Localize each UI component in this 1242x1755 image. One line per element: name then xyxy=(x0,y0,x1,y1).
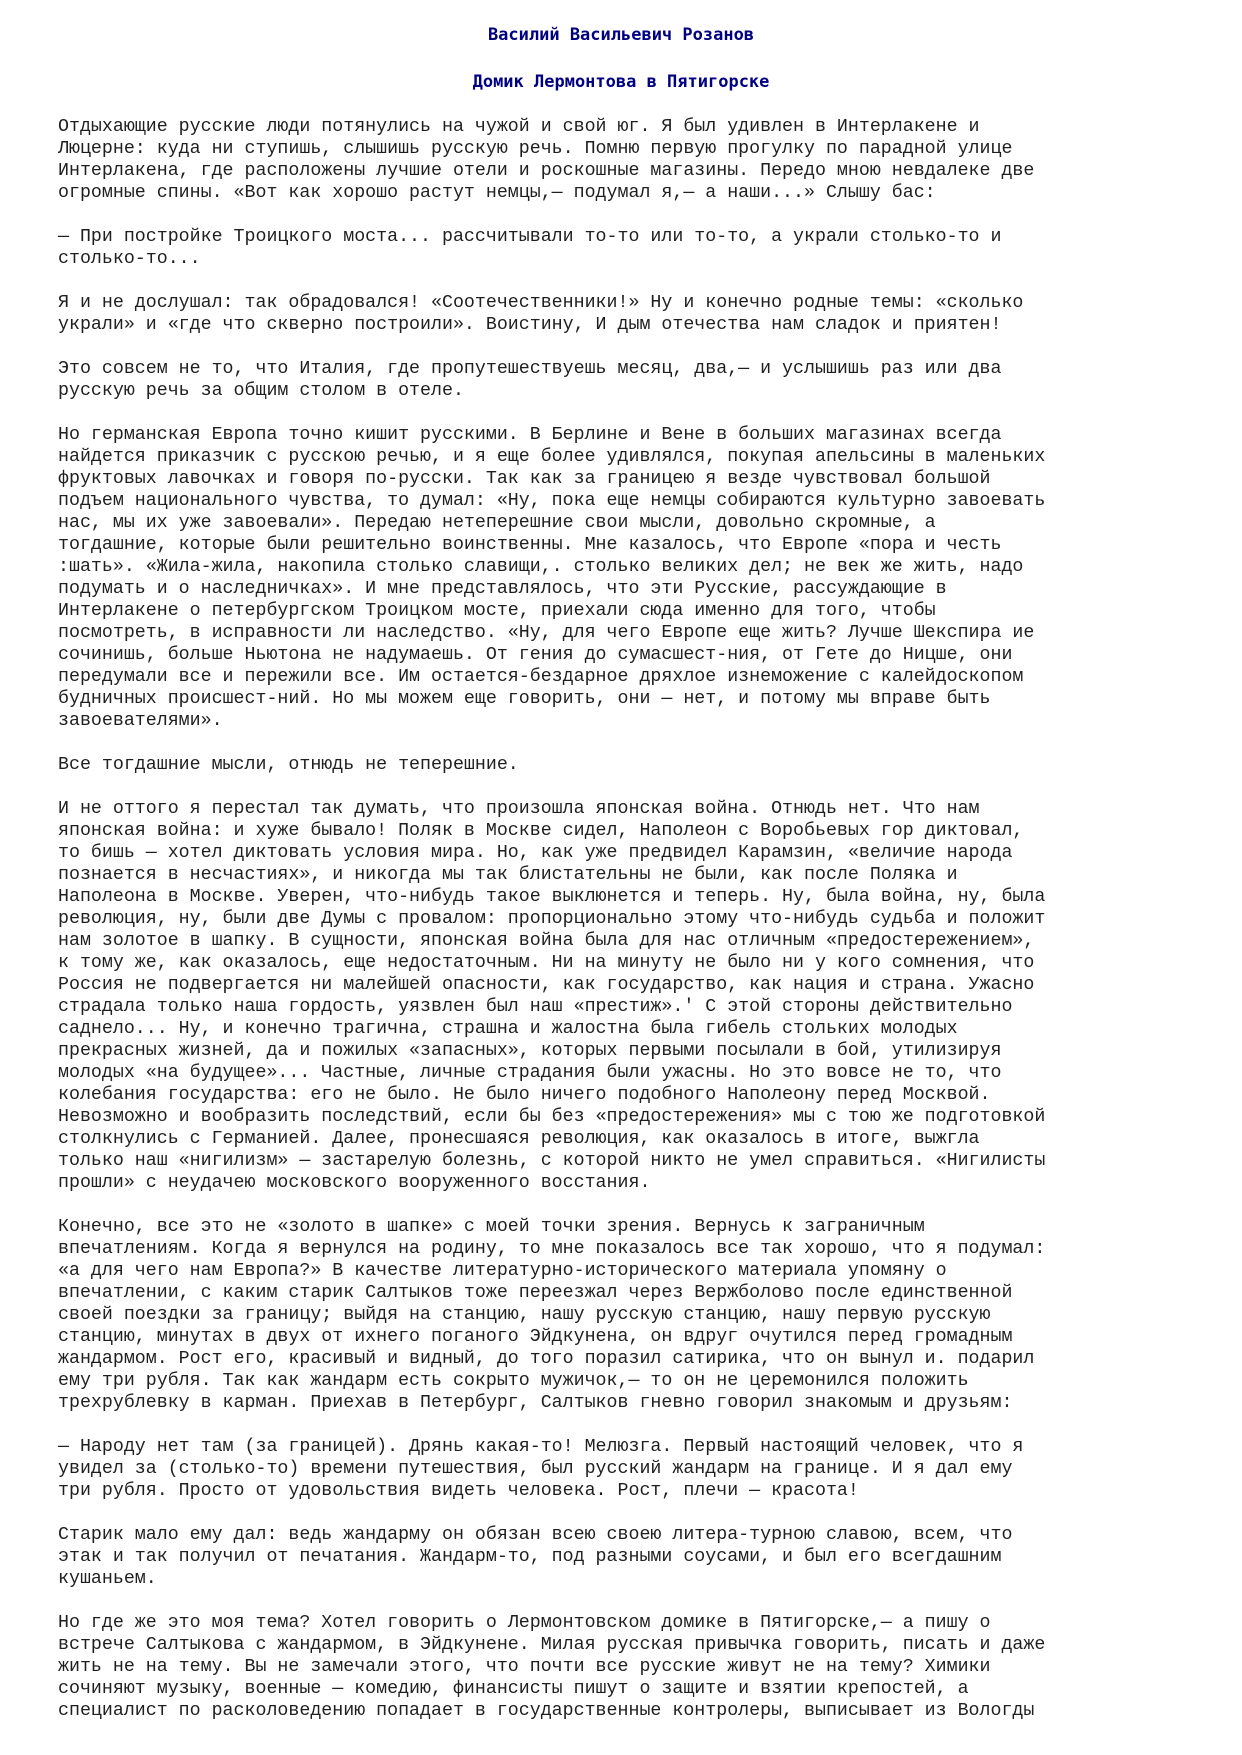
text-line: Все тогдашние мысли, отнюдь не теперешние. xyxy=(58,755,519,775)
text-line: колебания государства: его не было. Не было ничего подобного Наполеону перед Москвой. xyxy=(58,1085,991,1105)
text-line: этак и так получил от печатания. Жандарм-то, под разными соусами, и был его всегдашним xyxy=(58,1547,1002,1567)
text-line: то бишь — хотел диктовать условия мира. Но, как уже предвидел Карамзин, «величие народа xyxy=(58,843,1013,863)
text-line: жандармом. Рост его, красивый и видный, до того поразил сатирика, что он вынул и. подарил xyxy=(58,1349,1035,1369)
paragraph xyxy=(58,424,1188,732)
author-name: Василий Васильевич Розанов xyxy=(487,25,755,45)
text-line: трехрублевку в карман. Приехав в Петербург, Салтыков гневно говорил знакомым и друзьям: xyxy=(58,1393,1013,1413)
text-line: впечатлении, с каким старик Салтыков тоже переезжал через Вержболово после единственной xyxy=(58,1283,1013,1303)
text-line: ему три рубля. Так как жандарм есть сокрыто мужичок,— то он не церемонился положить xyxy=(58,1371,969,1391)
text-line: Я и не дослушал: так обрадовался! «Соотечественники!» Ну и конечно родные темы: «сколько xyxy=(58,293,1024,313)
text-line: Это совсем не то, что Италия, где пропутешествуешь месяц, два,— и услышишь раз или два xyxy=(58,359,1002,379)
paragraph xyxy=(58,1436,1188,1502)
paragraph xyxy=(58,358,1188,402)
text-line: подъем национального чувства, то думал: «Ну, пока еще немцы собираются культурно завоевать xyxy=(58,491,1046,511)
text-line: молодых «на будущее»... Частные, личные страдания были ужасны. Но это вовсе не то, что xyxy=(58,1063,1002,1083)
text-line: жить не на тему. Вы не замечали этого, что почти все русские живут не на тему? Химики xyxy=(58,1657,991,1677)
text-line: найдется приказчик с русскою речью, и я еще более удивлялся, покупая апельсины в маленьких xyxy=(58,447,1046,467)
text-line: сочиняют музыку, военные — комедию, финансисты пишут о защите и взятии крепостей, а xyxy=(58,1679,969,1699)
text-line: три рубля. Просто от удовольствия видеть человека. Рост, плечи — красота! xyxy=(58,1481,859,1501)
text-line: Отдыхающие русские люди потянулись на чужой и свой юг. Я был удивлен в Интерлакене и xyxy=(58,117,980,137)
text-line: посмотреть, в исправности ли наследство. «Ну, для чего Европе еще жить? Лучше Шекспира ие xyxy=(58,623,1035,643)
text-line: Но где же это моя тема? Хотел говорить о Лермонтовском домике в Пятигорске,— а пишу о xyxy=(58,1613,991,1633)
text-line: — При постройке Троицкого моста... рассчитывали то-то или то-то, а украли столько-то и xyxy=(58,227,1002,247)
text-line: столько-то... xyxy=(58,249,201,269)
paragraph xyxy=(58,116,1188,204)
text-line: кушаньем. xyxy=(58,1569,157,1589)
text-line: столкнулись с Германией. Далее, пронесшаяся революция, как оказалось в итоге, выжгла xyxy=(58,1129,980,1149)
text-line: передумали все и пережили все. Им остается-бездарное дряхлое изнеможение с калейдоскопом xyxy=(58,667,1024,687)
text-line: Россия не подвергается ни малейшей опасности, как государство, как нация и страна. Ужасно xyxy=(58,975,1035,995)
text-line: революция, ну, были две Думы с провалом: пропорционально этому что-нибудь судьба и положит xyxy=(58,909,1046,929)
text-line: Невозможно и вообразить последствий, если бы без «предостережения» мы с тою же подготовкой xyxy=(58,1107,1046,1127)
text-line: прекрасных жизней, да и пожилых «запасных», которых первыми посылали в бой, утилизируя xyxy=(58,1041,1002,1061)
document-title: Домик Лермонтова в Пятигорске xyxy=(472,72,770,92)
text-line: И не оттого я перестал так думать, что произошла японская война. Отнюдь нет. Что нам xyxy=(58,799,980,819)
text-line: Старик мало ему дал: ведь жандарму он обязан всею своею литера-турною славою, всем, что xyxy=(58,1525,1013,1545)
text-line: украли» и «где что скверно построили». Воистину, И дым отечества нам сладок и приятен! xyxy=(58,315,1002,335)
paragraph xyxy=(58,798,1188,1194)
text-line: Наполеона в Москве. Уверен, что-нибудь такое выклюнется и теперь. Ну, была война, ну, была xyxy=(58,887,1046,907)
text-line: русскую речь за общим столом в отеле. xyxy=(58,381,464,401)
text-line: Но германская Европа точно кишит русскими. В Берлине и Вене в больших магазинах всегда xyxy=(58,425,1002,445)
text-line: фруктовых лавочках и говоря по-русски. Так как за границею я везде чувствовал большой xyxy=(58,469,991,489)
paragraph xyxy=(58,226,1188,270)
text-line: только наш «нигилизм» — застарелую болезнь, с которой никто не умел справиться. «Нигилисты xyxy=(58,1151,1046,1171)
text-line: тогдашние, которые были решительно воинственны. Мне казалось, что Европе «пора и честь xyxy=(58,535,1002,555)
document-body xyxy=(58,116,1188,1744)
text-line: — Народу нет там (за границей). Дрянь какая-то! Мелюзга. Первый настоящий человек, что я xyxy=(58,1437,1024,1457)
paragraph xyxy=(58,1524,1188,1590)
text-line: завоевателями». xyxy=(58,711,223,731)
text-line: станцию, минутах в двух от ихнего поганого Эйдкунена, он вдруг очутился перед громадным xyxy=(58,1327,1013,1347)
text-line: саднело... Ну, и конечно трагична, страшна и жалостна была гибель стольких молодых xyxy=(58,1019,958,1039)
text-line: своей поездки за границу; выйдя на станцию, нашу русскую станцию, нашу первую русскую xyxy=(58,1305,991,1325)
text-line: Конечно, все это не «золото в шапке» с моей точки зрения. Вернусь к заграничным xyxy=(58,1217,925,1237)
text-line: будничных происшест-ний. Но мы можем еще говорить, они — нет, и потому мы вправе быть xyxy=(58,689,991,709)
text-line: встрече Салтыкова с жандармом, в Эйдкунене. Милая русская привычка говорить, писать и даже xyxy=(58,1635,1046,1655)
text-line: Люцерне: куда ни ступишь, слышишь русскую речь. Помню первую прогулку по парадной улице xyxy=(58,139,1013,159)
paragraph xyxy=(58,1612,1188,1722)
text-line: подумать и о наследничках». И мне представлялось, что эти Русские, рассуждающие в xyxy=(58,579,947,599)
text-line: Интерлакена, где расположены лучшие отели и роскошные магазины. Передо мною невдалеке две xyxy=(58,161,1035,181)
text-line: Интерлакене о петербургском Троицком мосте, приехали сюда именно для того, чтобы xyxy=(58,601,936,621)
text-line: страдала только наша гордость, уязвлен был наш «престиж».' С этой стороны действительно xyxy=(58,997,1013,1017)
text-line: огромные спины. «Вот как хорошо растут немцы,— подумал я,— а наши...» Слышу бас: xyxy=(58,183,936,203)
text-line: японская война: и хуже бывало! Поляк в Москве сидел, Наполеон с Воробьевых гор диктовал, xyxy=(58,821,1024,841)
paragraph xyxy=(58,1216,1188,1414)
text-line: сочинишь, больше Ньютона не надумаешь. От гения до сумасшест-ния, от Гете до Ницше, они xyxy=(58,645,1013,665)
paragraph xyxy=(58,292,1188,336)
text-line: «а для чего нам Европа?» В качестве литературно-исторического материала упомяну о xyxy=(58,1261,947,1281)
text-line: :шать». «Жила-жила, накопила столько славищи,. столько великих дел; не век же жить, надо xyxy=(58,557,1024,577)
text-line: нам золотое в шапку. В сущности, японская война была для нас отличным «предостережением», xyxy=(58,931,1035,951)
text-line: увидел за (столько-то) времени путешествия, был русский жандарм на границе. И я дал ему xyxy=(58,1459,1013,1479)
text-line: к тому же, как оказалось, еще недостаточным. Ни на минуту не было ни у кого сомнения, что xyxy=(58,953,1035,973)
text-line: нас, мы их уже завоевали». Передаю нетеперешние свои мысли, довольно скромные, а xyxy=(58,513,936,533)
text-line: прошли» с неудачею московского вооруженного восстания. xyxy=(58,1173,651,1193)
text-line: познается в несчастиях», и никогда мы так блистательны не были, как после Поляка и xyxy=(58,865,958,885)
text-line: специалист по расколоведению попадает в государственные контролеры, выписывает из Вологды xyxy=(58,1701,1035,1721)
text-line: впечатлениям. Когда я вернулся на родину, то мне показалось все так хорошо, что я подумал: xyxy=(58,1239,1046,1259)
paragraph xyxy=(58,754,1188,776)
